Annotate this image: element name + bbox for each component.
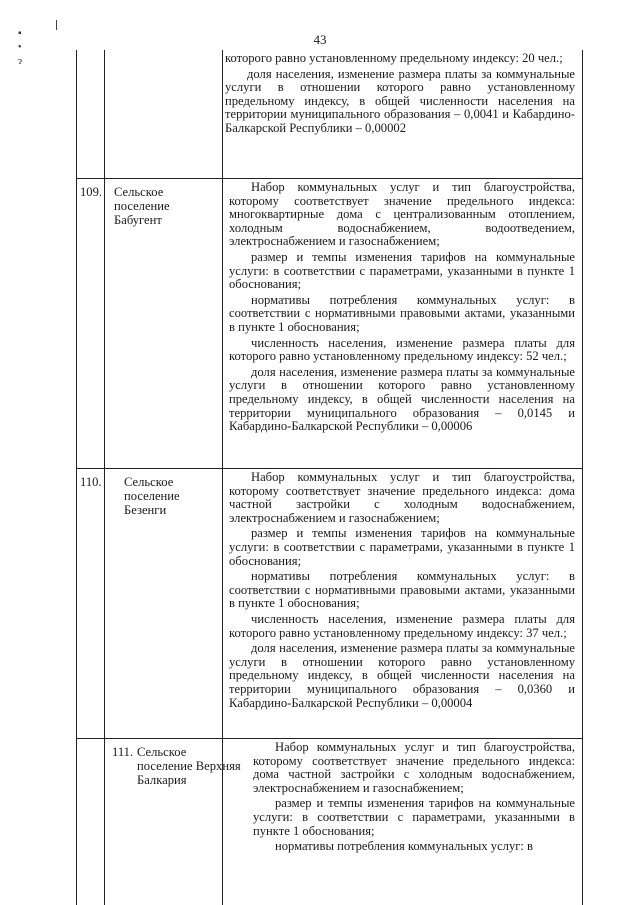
paragraph: нормативы потребления коммунальных услуг: в соответствии с нормативными правовыми актами, указанными в пункте 1 обоснования;	[229, 569, 575, 611]
row-number: 110.	[80, 475, 102, 489]
paragraph: доля населения, изменение размера платы за коммунальные услуги в отношении которого равно установленному предельному индексу, в общей численности населения на территории муниципального образования – 0,0041 и Кабардино-Балкарской Республики – 0,00002	[225, 66, 575, 135]
settlement-name: Сельское поселение Верхняя Балкария	[137, 745, 241, 788]
paragraph: размер и темпы изменения тарифов на коммунальные услуги: в соответствии с параметрами, указанными в пункте 1 обоснования;	[253, 796, 575, 838]
paragraph: Набор коммунальных услуг и тип благоустройства, которому соответствует значение предельного индекса: дома частной застройки с холодным водоснабжением, электроснабжением и газоснабжением;	[229, 470, 575, 525]
row-number: 111.	[112, 745, 134, 759]
table-row	[77, 178, 583, 469]
paragraph: доля населения, изменение размера платы за коммунальные услуги в отношении которого равно установленному предельному индексу, в общей численности населения на территории муниципального образования – 0,0145 и Кабардино-Балкарской Республики – 0,00006	[229, 364, 575, 434]
table-row-continuation	[77, 50, 583, 178]
scan-dot: •	[18, 42, 22, 53]
paragraph: доля населения, изменение размера платы за коммунальные услуги в отношении которого равно установленному предельному индексу, в общей численности населения на территории муниципального образования – 0,0360 и Кабардино-Балкарской Республики – 0,00004	[229, 641, 575, 710]
table-row	[77, 738, 583, 905]
content-cell	[229, 471, 575, 712]
paragraph: размер и темпы изменения тарифов на коммунальные услуги: в соответствии с параметрами, указанными в пункте 1 обоснования;	[229, 249, 575, 292]
scan-dot: ɂ	[18, 56, 22, 67]
paragraph: которого равно установленному предельному индексу: 20 чел.;	[225, 51, 563, 65]
scan-dot: ▪	[18, 28, 22, 39]
page-number: 43	[313, 32, 327, 47]
paragraph: размер и темпы изменения тарифов на коммунальные услуги: в соответствии с параметрами, указанными в пункте 1 обоснования;	[229, 526, 575, 568]
paragraph: нормативы потребления коммунальных услуг: в	[275, 839, 534, 854]
settlement-name: Сельское поселение Безенги	[124, 475, 180, 518]
content-cell	[229, 181, 575, 436]
scan-mark	[56, 20, 57, 30]
content-cell	[225, 52, 575, 138]
settlement-name: Сельское поселение Бабугент	[114, 185, 170, 228]
paragraph: Набор коммунальных услуг и тип благоустройства, которому соответствует значение предельного индекса: дома частной застройки с холодным водоснабжением, электроснабжением и газоснабжением;	[253, 740, 575, 795]
table-row	[77, 468, 583, 739]
content-cell	[253, 741, 575, 856]
settlements-table	[76, 50, 583, 905]
paragraph: Набор коммунальных услуг и тип благоустройства, которому соответствует значение предельного индекса: многоквартирные дома с централизованным отоплением, холодным водоснабжением, водоотведением, электроснабжением и газоснабжением;	[229, 180, 575, 249]
paragraph: численность населения, изменение размера платы для которого равно установленному предельному индексу: 52 чел.;	[229, 335, 575, 364]
paragraph: нормативы потребления коммунальных услуг: в соответствии с нормативными правовыми актами, указанными в пункте 1 обоснования;	[229, 292, 575, 334]
paragraph: численность населения, изменение размера платы для которого равно установленному предельному индексу: 37 чел.;	[229, 611, 575, 640]
row-number: 109.	[80, 185, 103, 199]
